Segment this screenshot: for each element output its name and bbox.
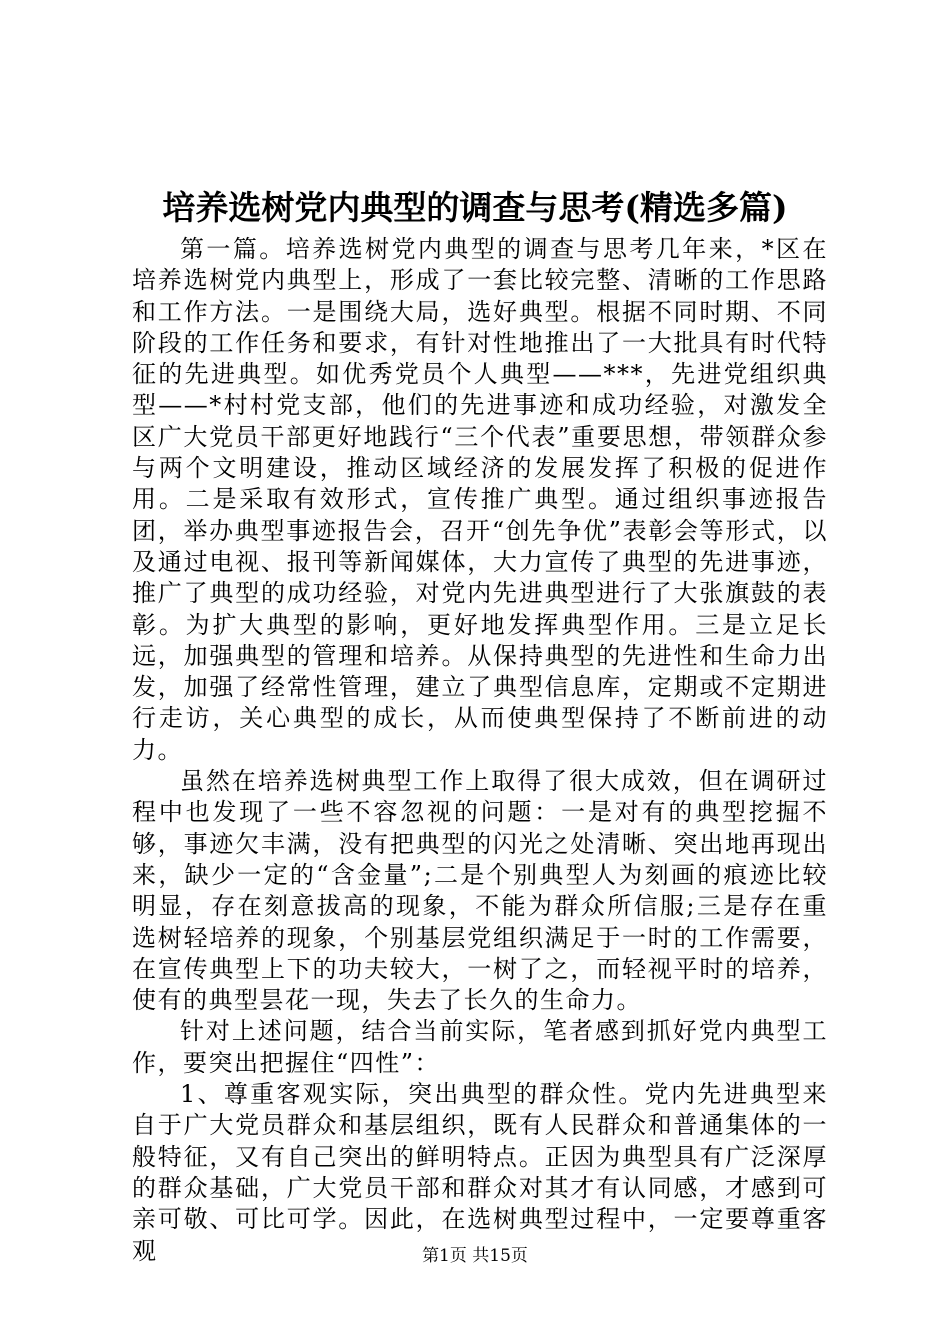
paragraph-4: 1、尊重客观实际，突出典型的群众性。党内先进典型来自于广大党员群众和基层组织，既有人民群众和普通集体的一般特征，又有自己突出的鲜明特点。正因为典型具有广泛深厚的群众基础，广大党员干部和群众对其才有认同感，才感到可亲可敬、可比可学。因此，在选树典型过程中，一定要尊重客观 [132,1080,828,1265]
paragraph-2: 虽然在培养选树典型工作上取得了很大成效，但在调研过程中也发现了一些不容忽视的问题：一是对有的典型挖掘不够，事迹欠丰满，没有把典型的闪光之处清晰、突出地再现出来，缺少一定的“含金量”;二是个别典型人为刻画的痕迹比较明显，存在刻意拔高的现象，不能为群众所信服;三是存在重选树轻培养的现象，个别基层党组织满足于一时的工作需要，在宣传典型上下的功夫较大，一树了之，而轻视平时的培养，使有的典型昙花一现，失去了长久的生命力。 [132,767,828,1015]
page-number: 第1页 共15页 [422,1246,528,1266]
document-title: 培养选树党内典型的调查与思考(精选多篇) [162,188,788,227]
page-footer [0,1244,950,1268]
paragraph-3: 针对上述问题，结合当前实际，笔者感到抓好党内典型工作，要突出把握住“四性”： [132,1017,828,1077]
paragraph-1: 第一篇。培养选树党内典型的调查与思考几年来，*区在培养选树党内典型上，形成了一套比较完整、清晰的工作思路和工作方法。一是围绕大局，选好典型。根据不同时期、不同阶段的工作任务和要求，有针对性地推出了一大批具有时代特征的先进典型。如优秀党员个人典型——***，先进党组织典型——*村村党支部，他们的先进事迹和成功经验，对激发全区广大党员干部更好地践行“三个代表”重要思想，带领群众参与两个文明建设，推动区域经济的发展发挥了积极的促进作用。二是采取有效形式，宣传推广典型。通过组织事迹报告团，举办典型事迹报告会，召开“创先争优”表彰会等形式，以及通过电视、报刊等新闻媒体，大力宣传了典型的先进事迹，推广了典型的成功经验，对党内先进典型进行了大张旗鼓的表彰。为扩大典型的影响，更好地发挥典型作用。三是立足长远，加强典型的管理和培养。从保持典型的先进性和生命力出发，加强了经常性管理，建立了典型信息库，定期或不定期进行走访，关心典型的成长，从而使典型保持了不断前进的动力。 [132,235,828,764]
document-body [132,234,828,1267]
